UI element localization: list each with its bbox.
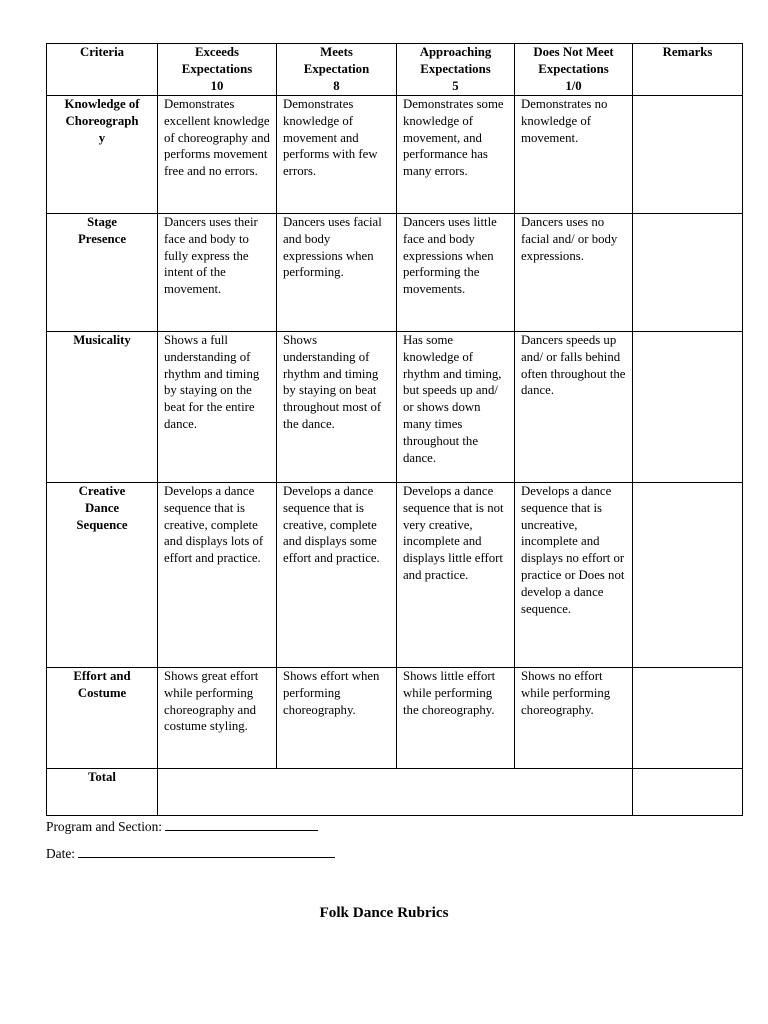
- criteria-cell: [47, 331, 158, 482]
- criteria-header: [47, 44, 158, 96]
- meets-header-line-1: Meets: [320, 45, 353, 59]
- approaching-cell: Develops a dance sequence that is not very creative, incomplete and displays little effort and practice.: [397, 482, 515, 667]
- criteria-line: Effort and: [73, 668, 131, 683]
- approaching-header: [397, 44, 515, 96]
- remarks-cell[interactable]: [633, 95, 743, 213]
- program-section-input-line[interactable]: [165, 818, 318, 831]
- does-not-meet-cell: Dancers speeds up and/ or falls behind often throughout the dance.: [515, 331, 633, 482]
- table-row: [47, 482, 743, 667]
- approaching-cell: Demonstrates some knowledge of movement, and performance has many errors.: [397, 95, 515, 213]
- table-row: [47, 331, 743, 482]
- program-section-label: Program and Section:: [46, 819, 163, 834]
- remarks-header: [633, 44, 743, 96]
- criteria-cell: [47, 95, 158, 213]
- approaching-cell: Has some knowledge of rhythm and timing, but speeds up and/ or shows down many times throughout the dance.: [397, 331, 515, 482]
- meets-cell: Shows understanding of rhythm and timing by staying on beat throughout most of the dance.: [277, 331, 397, 482]
- remarks-cell[interactable]: [633, 213, 743, 331]
- criteria-line: Sequence: [76, 517, 128, 532]
- header-row: [47, 44, 743, 96]
- date-field: [46, 845, 335, 862]
- approaching-cell: Dancers uses little face and body expressions when performing the movements.: [397, 213, 515, 331]
- program-section-field: [46, 818, 318, 835]
- total-label: Total: [88, 769, 116, 784]
- exceeds-header-line-2: Expectations: [181, 61, 253, 76]
- criteria-line: Creative: [78, 483, 126, 498]
- approaching-header-score: 5: [452, 78, 459, 93]
- exceeds-header-line-1: Exceeds: [194, 45, 240, 59]
- meets-cell: Dancers uses facial and body expressions when performing.: [277, 213, 397, 331]
- approaching-header-line-2: Expectations: [420, 61, 491, 76]
- criteria-line: Stage: [87, 214, 117, 229]
- document-title: Folk Dance Rubrics: [319, 904, 449, 921]
- date-label: Date:: [46, 846, 75, 861]
- exceeds-cell: Shows a full understanding of rhythm and timing by staying on the beat for the entire dance.: [158, 331, 277, 482]
- does-not-meet-cell: Demonstrates no knowledge of movement.: [515, 95, 633, 213]
- criteria-cell: [47, 667, 158, 768]
- criteria-line: Presence: [77, 231, 127, 246]
- criteria-line: y: [98, 130, 106, 145]
- criteria-line: Costume: [77, 685, 127, 700]
- remarks-cell[interactable]: [633, 667, 743, 768]
- criteria-cell: [47, 482, 158, 667]
- meets-cell: Demonstrates knowledge of movement and performs with few errors.: [277, 95, 397, 213]
- total-row: [47, 768, 743, 815]
- exceeds-cell: Shows great effort while performing choreography and costume styling.: [158, 667, 277, 768]
- meets-cell: Shows effort when performing choreography.: [277, 667, 397, 768]
- meets-header: [277, 44, 397, 96]
- criteria-line: Musicality: [73, 332, 131, 347]
- criteria-line: Choreograph: [65, 113, 139, 128]
- exceeds-cell: Develops a dance sequence that is creative, complete and displays lots of effort and practice.: [158, 482, 277, 667]
- does-not-meet-cell: Dancers uses no facial and/ or body expressions.: [515, 213, 633, 331]
- criteria-line: Dance: [84, 500, 120, 515]
- criteria-cell: [47, 213, 158, 331]
- remarks-header-text: Remarks: [662, 45, 713, 59]
- does-not-meet-header: [515, 44, 633, 96]
- approaching-cell: Shows little effort while performing the choreography.: [397, 667, 515, 768]
- meets-header-line-2: Expectation: [303, 61, 370, 76]
- total-label-cell: [47, 768, 158, 815]
- exceeds-header-score: 10: [210, 78, 224, 93]
- rubric-table: [46, 43, 743, 816]
- approaching-header-line-1: Approaching: [419, 45, 492, 59]
- meets-cell: Develops a dance sequence that is creative, complete and displays some effort and practice.: [277, 482, 397, 667]
- total-value-cell[interactable]: [158, 768, 633, 815]
- remarks-cell[interactable]: [633, 482, 743, 667]
- remarks-cell[interactable]: [633, 331, 743, 482]
- exceeds-cell: Dancers uses their face and body to fully express the intent of the movement.: [158, 213, 277, 331]
- table-row: [47, 213, 743, 331]
- meets-header-score: 8: [333, 78, 340, 93]
- does-not-meet-cell: Develops a dance sequence that is uncreative, incomplete and displays no effort or practice or Does not develop a dance sequence.: [515, 482, 633, 667]
- table-row: [47, 95, 743, 213]
- does-not-meet-header-line-1: Does Not Meet: [533, 45, 614, 59]
- exceeds-header: [158, 44, 277, 96]
- criteria-line: Knowledge of: [64, 96, 140, 111]
- does-not-meet-header-score: 1/0: [565, 78, 582, 93]
- does-not-meet-header-line-2: Expectations: [538, 61, 609, 76]
- does-not-meet-cell: Shows no effort while performing choreography.: [515, 667, 633, 768]
- total-remarks-cell[interactable]: [633, 768, 743, 815]
- table-row: [47, 667, 743, 768]
- criteria-header-text: Criteria: [79, 45, 125, 59]
- date-input-line[interactable]: [78, 845, 335, 858]
- exceeds-cell: Demonstrates excellent knowledge of choreography and performs movement free and no errors.: [158, 95, 277, 213]
